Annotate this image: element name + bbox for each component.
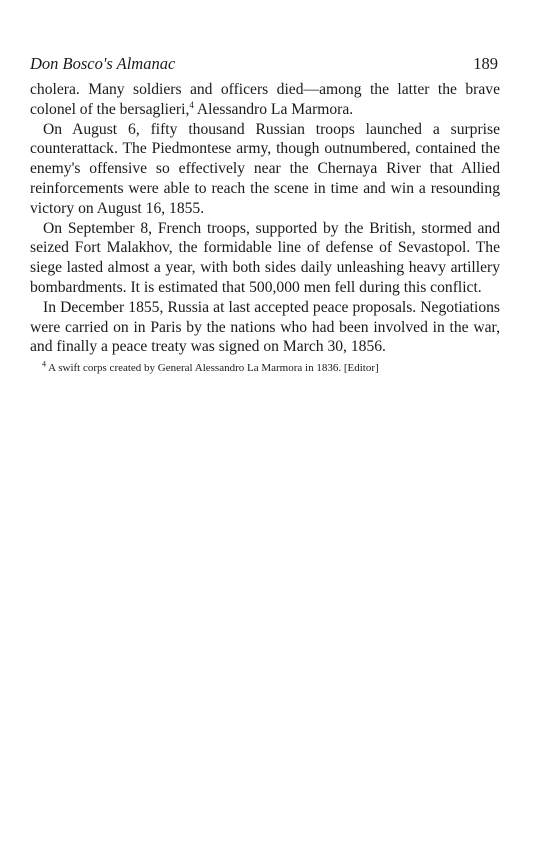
book-page	[30, 54, 500, 375]
paragraph-1-text-b: Alessandro La Marmora.	[193, 100, 354, 118]
footnote-text: A swift corps created by General Alessandro La Marmora in 1836. [Editor]	[46, 362, 379, 375]
paragraph-4: In December 1855, Russia at last accepted peace proposals. Negotiations were carried on in Paris by the nations who had been involved in the war, and finally a peace treaty was signed on March 30, 1856.	[30, 298, 500, 356]
footnote-reference: 4	[189, 99, 194, 110]
paragraph-2: On August 6, fifty thousand Russian troops launched a surprise counterattack. The Piedmontese army, though outnumbered, contained the enemy's offensive so effectively near the Chernaya River that Allied reinforcements were able to reach the scene in time and win a resounding victory on August 16, 1855.	[30, 120, 500, 217]
running-header	[30, 54, 500, 74]
footnote	[30, 361, 500, 375]
paragraph-1	[30, 80, 500, 120]
page-number: 189	[473, 54, 498, 73]
running-title: Don Bosco's Almanac	[30, 54, 176, 73]
footnote-marker: 4	[42, 359, 46, 369]
paragraph-3: On September 8, French troops, supported by the British, stormed and seized Fort Malakhov, the formidable line of defense of Sevastopol. The siege lasted almost a year, with both sides daily unleashing heavy artillery bombardments. It is estimated that 500,000 men fell during this conflict.	[30, 219, 500, 296]
body-text	[30, 80, 500, 357]
paragraph-1-text-a: cholera. Many soldiers and officers died—among the latter the brave colonel of the bersaglieri,	[30, 81, 500, 118]
